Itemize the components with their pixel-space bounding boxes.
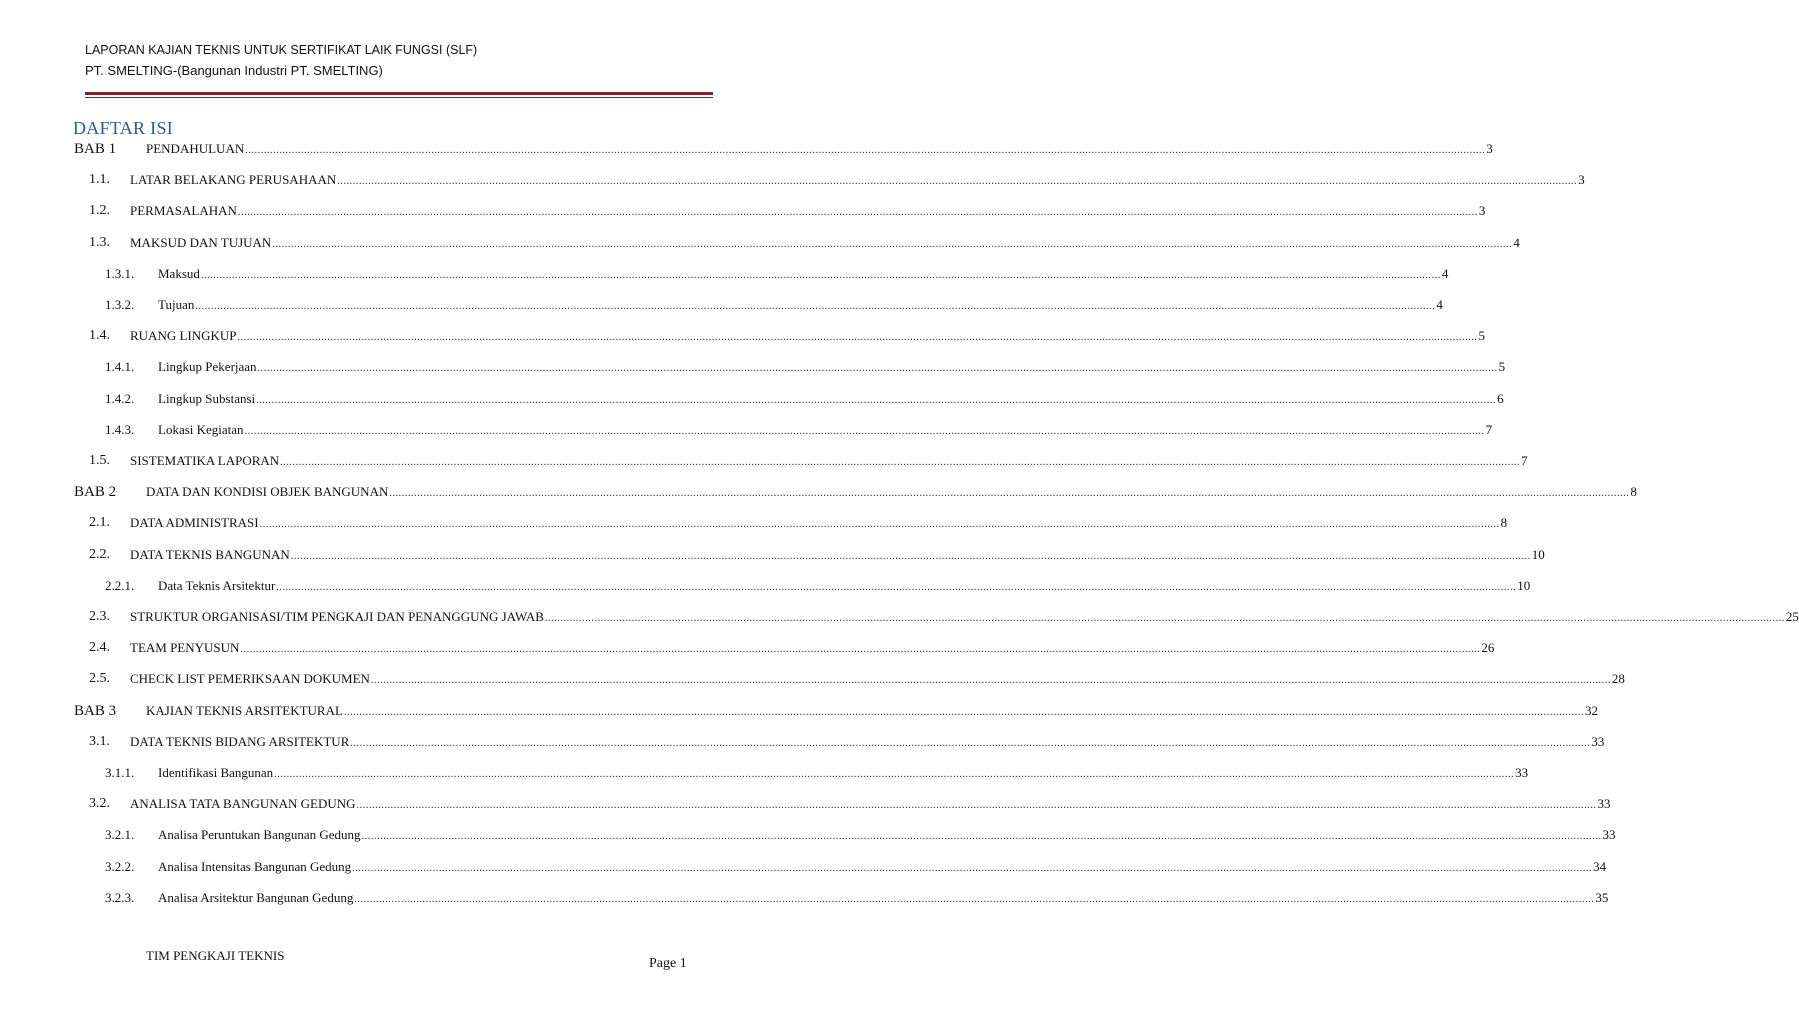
toc-entry[interactable] (105, 297, 1443, 317)
toc-entry-number: 1.4.3. (105, 421, 135, 437)
toc-entry-page: 25 (1785, 609, 1799, 624)
toc-entry-page: 4 (1513, 234, 1520, 250)
toc-entry-title: Analisa Intensitas Bangunan Gedung (158, 858, 352, 874)
toc-entry-number: 1.2. (89, 203, 110, 219)
dot-leader: ................................................................................................................................................................................................................................................................................................................................................................................................................ (389, 488, 1630, 500)
toc-entry-page: 5 (1478, 328, 1486, 344)
dot-leader: ................................................................................................................................................................................................................................................................................................................................................................................................................ (370, 675, 1611, 687)
toc-entry-page: 26 (1481, 640, 1495, 656)
toc-entry-title: DATA TEKNIS BANGUNAN (130, 546, 290, 562)
toc-entry-number: 1.4.1. (105, 359, 135, 375)
toc-entry-title: Lingkup Pekerjaan (158, 359, 257, 375)
toc-entry-number: 3.1.1. (105, 765, 135, 780)
toc-entry[interactable] (105, 390, 1504, 411)
dot-leader: ................................................................................................................................................................................................................................................................................................................................................................................................................ (356, 800, 1597, 812)
dot-leader: ................................................................................................................................................................................................................................................................................................................................................................................................................ (237, 332, 1478, 344)
toc-entry-page: 33 (1591, 733, 1605, 749)
toc-entry-number: 2.2.1. (105, 577, 135, 593)
toc-entry[interactable] (89, 796, 1611, 816)
toc-entry[interactable] (105, 577, 1531, 598)
toc-entry-title: Lokasi Kegiatan (158, 421, 244, 437)
toc-entry-number: 2.5. (89, 671, 110, 687)
toc-entry-page: 6 (1497, 390, 1504, 406)
header-divider (85, 92, 713, 98)
toc-heading: DAFTAR ISI (73, 118, 174, 138)
toc-entry-number: 1.4.2. (105, 390, 135, 406)
toc-entry-title: CHECK LIST PEMERIKSAAN DOKUMEN (130, 671, 370, 687)
toc-entry-title: PENDAHULUAN (146, 141, 245, 156)
toc-entry-number: 3.2.1. (105, 827, 135, 843)
toc-entry-number: 3.1. (89, 733, 110, 749)
dot-leader: ................................................................................................................................................................................................................................................................................................................................................................................................................ (256, 394, 1497, 406)
toc-entry-title: Analisa Arsitektur Bangunan Gedung (158, 889, 354, 905)
toc-entry-title: Identifikasi Bangunan (158, 765, 274, 780)
document-header (85, 42, 477, 79)
toc-entry[interactable] (74, 484, 1637, 504)
toc-entry-number: 3.2. (89, 796, 110, 812)
toc-entry-number: BAB 2 (74, 484, 117, 501)
dot-leader: ................................................................................................................................................................................................................................................................................................................................................................................................................ (337, 176, 1578, 188)
dot-leader: ................................................................................................................................................................................................................................................................................................................................................................................................................ (350, 737, 1591, 749)
toc-entry-number: 2.3. (89, 609, 110, 624)
toc-entry[interactable] (89, 172, 1585, 192)
toc-entry[interactable] (89, 453, 1528, 473)
toc-entry-page: 3 (1578, 172, 1585, 188)
toc-entry-page: 4 (1436, 297, 1443, 312)
toc-entry-title: Lingkup Substansi (158, 390, 256, 406)
toc-entry-page: 33 (1602, 827, 1616, 843)
dot-leader: ................................................................................................................................................................................................................................................................................................................................................................................................................ (280, 457, 1521, 468)
toc-entry[interactable] (74, 702, 1598, 723)
toc-entry-title: STRUKTUR ORGANISASI/TIM PENGKAJI DAN PENANGGUNG JAWAB (130, 609, 544, 624)
toc-entry-title: PERMASALAHAN (130, 203, 237, 219)
footer-team: TIM PENGKAJI TEKNIS (146, 948, 285, 963)
dot-leader: ................................................................................................................................................................................................................................................................................................................................................................................................................ (257, 363, 1498, 375)
toc-entry-title: Maksud (158, 265, 200, 281)
toc-entry-page: 3 (1478, 203, 1486, 219)
toc-entry[interactable] (89, 515, 1508, 535)
toc-entry-number: 1.3.2. (105, 297, 135, 312)
toc-entry-page: 5 (1498, 359, 1506, 375)
toc-entry-title: MAKSUD DAN TUJUAN (130, 234, 272, 250)
toc-entry-page: 35 (1595, 889, 1609, 905)
toc-entry-title: SISTEMATIKA LAPORAN (130, 453, 280, 468)
toc-entry-title: Tujuan (158, 297, 195, 312)
toc-entry-page: 32 (1584, 702, 1598, 718)
toc-entry[interactable] (105, 858, 1607, 879)
toc-entry-page: 8 (1500, 515, 1508, 531)
toc-entry-page: 8 (1630, 484, 1637, 500)
toc-entry[interactable] (105, 421, 1493, 442)
toc-entry[interactable] (105, 889, 1609, 910)
toc-entry-number: 2.4. (89, 640, 110, 656)
dot-leader: ................................................................................................................................................................................................................................................................................................................................................................................................................ (343, 706, 1584, 718)
dot-leader: ................................................................................................................................................................................................................................................................................................................................................................................................................ (274, 769, 1515, 780)
toc-entry[interactable] (89, 328, 1486, 348)
toc-entry-number: 1.3.1. (105, 265, 135, 281)
dot-leader: ................................................................................................................................................................................................................................................................................................................................................................................................................ (200, 269, 1441, 281)
toc-entry-page: 7 (1485, 421, 1493, 437)
toc-entry-number: 2.1. (89, 515, 110, 531)
toc-entry-number: 3.2.3. (105, 889, 135, 905)
toc-entry-title: DATA DAN KONDISI OBJEK BANGUNAN (146, 484, 389, 500)
toc-entry-number: 2.2. (89, 546, 110, 562)
toc-entry-page: 33 (1597, 796, 1611, 812)
toc-entry[interactable] (89, 671, 1625, 691)
toc-entry-page: 28 (1611, 671, 1625, 687)
dot-leader: ................................................................................................................................................................................................................................................................................................................................................................................................................ (354, 893, 1595, 905)
toc-entry[interactable] (89, 609, 1799, 629)
toc-entry-title: Analisa Peruntukan Bangunan Gedung (158, 827, 361, 843)
toc-entry-number: 1.1. (89, 172, 110, 188)
dot-leader: ................................................................................................................................................................................................................................................................................................................................................................................................................ (290, 550, 1531, 562)
toc-entry[interactable] (89, 234, 1520, 255)
toc-entry-title: LATAR BELAKANG PERUSAHAAN (130, 172, 337, 188)
dot-leader: ................................................................................................................................................................................................................................................................................................................................................................................................................ (361, 831, 1602, 843)
toc-entry[interactable] (89, 546, 1545, 567)
toc-entry-number: 1.4. (89, 328, 110, 344)
toc-entry-title: ANALISA TATA BANGUNAN GEDUNG (130, 796, 356, 812)
toc-entry-title: DATA ADMINISTRASI (130, 515, 259, 531)
toc-entry-title: KAJIAN TEKNIS ARSITEKTURAL (146, 702, 343, 718)
toc-entry[interactable] (89, 640, 1495, 660)
dot-leader: ................................................................................................................................................................................................................................................................................................................................................................................................................ (237, 207, 1478, 219)
dot-leader: ................................................................................................................................................................................................................................................................................................................................................................................................................ (544, 613, 1785, 624)
toc-entry[interactable] (89, 203, 1486, 223)
page-number: Page 1 (649, 956, 687, 971)
dot-leader: ................................................................................................................................................................................................................................................................................................................................................................................................................ (244, 425, 1485, 437)
dot-leader: ................................................................................................................................................................................................................................................................................................................................................................................................................ (195, 301, 1436, 312)
toc-entry-number: 1.3. (89, 234, 110, 250)
toc-entry[interactable] (105, 827, 1616, 847)
dot-leader: ................................................................................................................................................................................................................................................................................................................................................................................................................ (245, 145, 1486, 156)
toc-entry-title: DATA TEKNIS BIDANG ARSITEKTUR (130, 733, 350, 749)
toc-entry-title: Data Teknis Arsitektur (158, 577, 276, 593)
toc-entry-page: 7 (1521, 453, 1528, 468)
toc-entry-title: TEAM PENYUSUN (130, 640, 240, 656)
dot-leader: ................................................................................................................................................................................................................................................................................................................................................................................................................ (240, 644, 1481, 656)
toc-entry-page: 33 (1515, 765, 1529, 780)
toc-entry-page: 10 (1531, 546, 1545, 562)
toc-entry[interactable] (89, 733, 1605, 754)
toc-entry-page: 10 (1517, 577, 1531, 593)
toc-entry-page: 34 (1593, 858, 1607, 874)
toc-entry[interactable] (105, 359, 1506, 379)
dot-leader: ................................................................................................................................................................................................................................................................................................................................................................................................................ (272, 238, 1513, 250)
toc-entry-number: 3.2.2. (105, 858, 135, 874)
toc-entry-page: 3 (1486, 141, 1493, 156)
toc-entry-number: 1.5. (89, 453, 110, 468)
dot-leader: ................................................................................................................................................................................................................................................................................................................................................................................................................ (259, 519, 1500, 531)
header-company: PT. SMELTING-(Bangunan Industri PT. SMELTING) (85, 63, 383, 78)
header-report-title: LAPORAN KAJIAN TEKNIS UNTUK SERTIFIKAT LAIK FUNGSI (SLF) (85, 43, 478, 57)
toc-entry-number: BAB 1 (74, 141, 117, 157)
dot-leader: ................................................................................................................................................................................................................................................................................................................................................................................................................ (276, 581, 1517, 593)
toc-entry[interactable] (74, 141, 1493, 161)
dot-leader: ................................................................................................................................................................................................................................................................................................................................................................................................................ (352, 862, 1593, 874)
toc-entry[interactable] (105, 265, 1449, 286)
toc-entry-number: BAB 3 (74, 702, 117, 719)
toc-entry[interactable] (105, 765, 1529, 785)
toc-entry-title: RUANG LINGKUP (130, 328, 237, 344)
toc-entry-page: 4 (1441, 265, 1449, 281)
